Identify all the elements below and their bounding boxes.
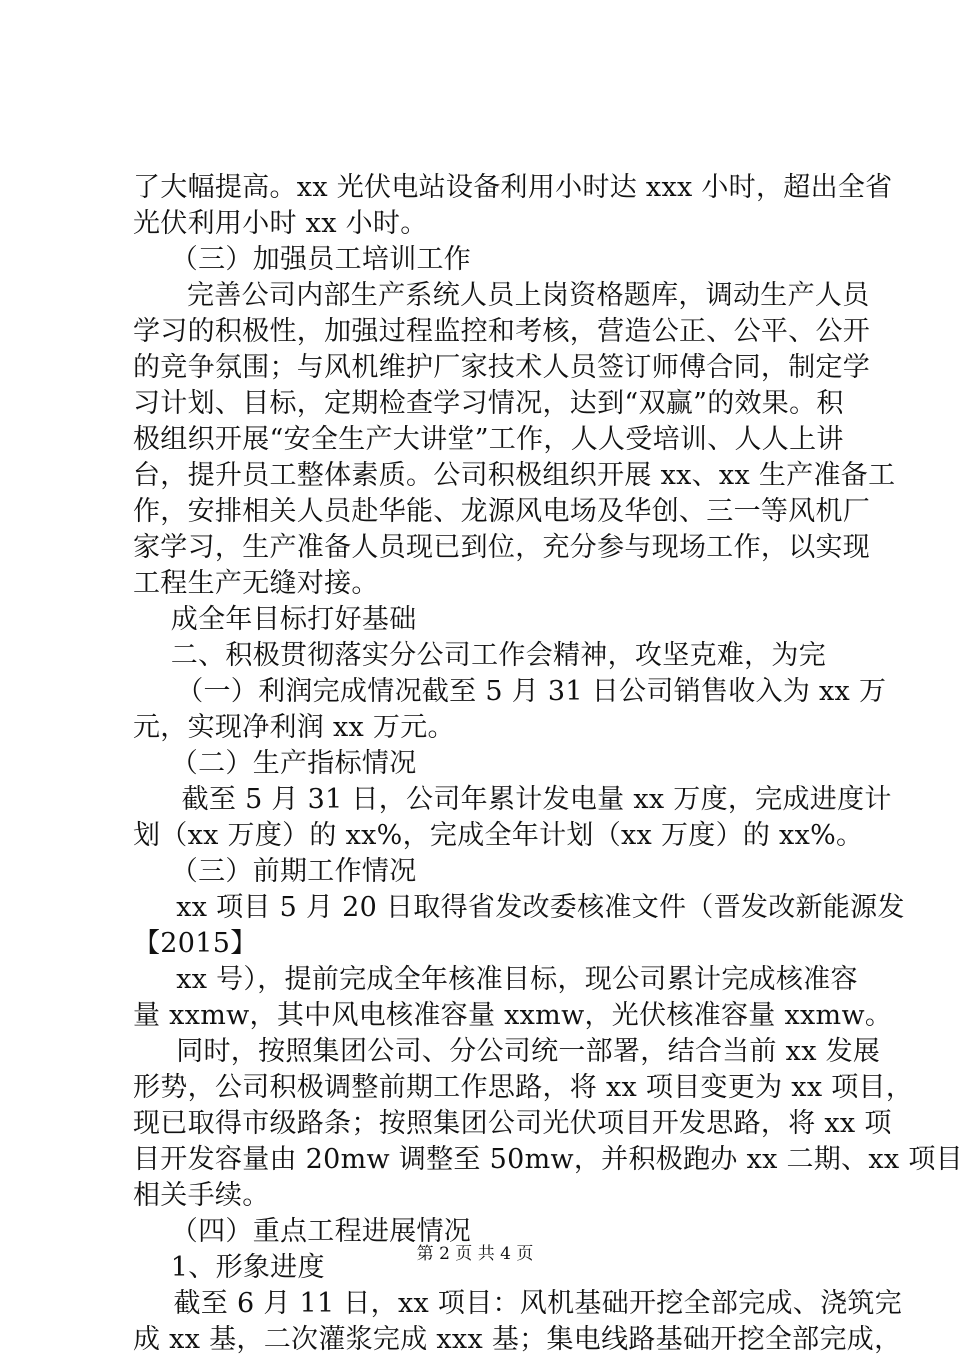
text-line: xx 号），提前完成全年核准目标，现公司累计完成核准容 bbox=[176, 964, 858, 995]
text-line: 相关手续。 bbox=[133, 1180, 270, 1211]
text-line: （四）重点工程进展情况 bbox=[170, 1216, 472, 1247]
text-line: 划（xx 万度）的 xx%，完成全年计划（xx 万度）的 xx%。 bbox=[133, 820, 864, 851]
page-footer: 第 2 页 共 4 页 bbox=[416, 1244, 534, 1264]
text-line: 1、形象进度 bbox=[170, 1252, 325, 1283]
text-line: 成全年目标打好基础 bbox=[170, 604, 417, 635]
text-line: 现已取得市级路条；按照集团公司光伏项目开发思路，将 xx 项 bbox=[133, 1108, 892, 1139]
text-line: 作，安排相关人员赴华能、龙源风电场及华创、三一等风机厂 bbox=[133, 496, 871, 527]
text-line: 截至 6 月 11 日，xx 项目：风机基础开挖全部完成、浇筑完 bbox=[173, 1288, 902, 1319]
text-line: 台，提升员工整体素质。公司积极组织开展 xx、xx 生产准备工 bbox=[133, 460, 896, 491]
text-line: 的竞争氛围；与风机维护厂家技术人员签订师傅合同，制定学 bbox=[133, 352, 871, 383]
text-line: 形势，公司积极调整前期工作思路，将 xx 项目变更为 xx 项目， bbox=[133, 1072, 914, 1103]
text-line: （一）利润完成情况截至 5 月 31 日公司销售收入为 xx 万 bbox=[176, 676, 887, 707]
text-line: 习计划、目标，定期检查学习情况，达到“双赢”的效果。积 bbox=[133, 388, 844, 419]
text-line: 了大幅提高。xx 光伏电站设备利用小时达 xxx 小时，超出全省 bbox=[133, 172, 893, 203]
text-line: 工程生产无缝对接。 bbox=[133, 568, 379, 599]
text-line: 元，实现净利润 xx 万元。 bbox=[133, 712, 455, 743]
text-line: 极组织开展“安全生产大讲堂”工作，人人受培训、人人上讲 bbox=[133, 424, 844, 455]
text-line: （三）前期工作情况 bbox=[170, 856, 417, 887]
text-line: 学习的积极性，加强过程监控和考核，营造公正、公平、公开 bbox=[133, 316, 871, 347]
text-line: 家学习，生产准备人员现已到位，充分参与现场工作，以实现 bbox=[133, 532, 871, 563]
text-line: 截至 5 月 31 日，公司年累计发电量 xx 万度，完成进度计 bbox=[181, 784, 892, 815]
text-line: 【2015】 bbox=[133, 928, 258, 959]
text-line: 同时，按照集团公司、分公司统一部署，结合当前 xx 发展 bbox=[176, 1036, 881, 1067]
document-body bbox=[133, 170, 963, 1358]
text-line: 完善公司内部生产系统人员上岗资格题库，调动生产人员 bbox=[187, 280, 870, 311]
text-line: 目开发容量由 20mw 调整至 50mw，并积极跑办 xx 二期、xx 项目 bbox=[133, 1144, 963, 1175]
text-line: 成 xx 基，二次灌浆完成 xxx 基；集电线路基础开挖全部完成， bbox=[133, 1324, 902, 1355]
text-line: （二）生产指标情况 bbox=[170, 748, 417, 779]
text-line: （三）加强员工培训工作 bbox=[170, 244, 472, 275]
text-line: 量 xxmw，其中风电核准容量 xxmw，光伏核准容量 xxmw。 bbox=[133, 1000, 893, 1031]
text-line: 二、积极贯彻落实分公司工作会精神，攻坚克难，为完 bbox=[170, 640, 826, 671]
text-line: xx 项目 5 月 20 日取得省发改委核准文件（晋发改新能源发 bbox=[176, 892, 905, 923]
text-line: 光伏利用小时 xx 小时。 bbox=[133, 208, 428, 239]
